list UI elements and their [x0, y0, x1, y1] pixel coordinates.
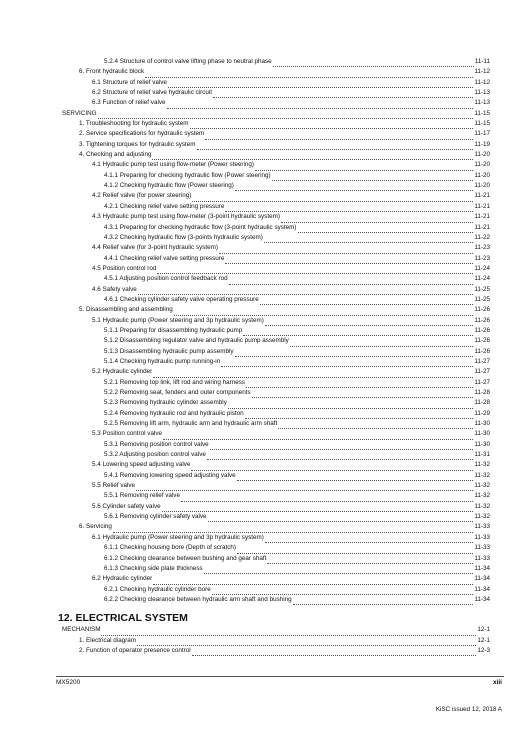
toc-leader-dots: [157, 266, 473, 275]
toc-entry-title: 5.6 Cylinder safety valve: [92, 502, 161, 510]
toc-entry: [62, 460, 490, 470]
toc-entry: [62, 512, 490, 522]
toc-entry-page: 11-20: [474, 161, 490, 169]
toc-entry-page: 11-30: [474, 430, 490, 438]
toc-entry-title: 6.2.2 Checking clearance between hydraulic arm shaft and bushing: [104, 595, 292, 603]
toc-entry-page: 11-34: [474, 585, 490, 593]
toc-entry: [62, 88, 490, 98]
toc-entry-page: 11-32: [474, 502, 490, 510]
toc-entry-title: 4.6 Safety valve: [92, 285, 137, 293]
toc-leader-dots: [243, 328, 473, 337]
toc-leader-dots: [255, 162, 473, 171]
toc-leader-dots: [136, 483, 473, 492]
toc-entry: [62, 212, 490, 222]
toc-entry-page: 11-15: [474, 109, 490, 117]
toc-entry: [62, 522, 490, 532]
toc-leader-dots: [281, 214, 473, 223]
toc-leader-dots: [237, 473, 474, 482]
toc-entry: [62, 574, 490, 584]
toc-entry-title: 4.1 Hydraulic pump test using flow-meter (Power steering): [92, 161, 255, 169]
toc-entry: [62, 636, 490, 646]
toc-entry-title: 1. Electrical diagram: [79, 636, 137, 644]
toc-leader-dots: [192, 193, 473, 202]
toc-entry-title: 2. Service specifications for hydraulic system: [79, 130, 205, 138]
toc-leader-dots: [98, 111, 474, 120]
toc-entry-page: 11-15: [474, 120, 490, 128]
toc-entry-page: 11-20: [474, 171, 490, 179]
toc-entry-title: 3. Tightening torques for hydraulic system: [79, 140, 196, 148]
toc-entry: [62, 171, 490, 181]
toc-entry: [62, 295, 490, 305]
toc-entry: [62, 585, 490, 595]
toc-entry-page: 11-28: [474, 389, 490, 396]
toc-entry: [62, 625, 490, 635]
toc-entry: [62, 491, 490, 501]
toc-leader-dots: [162, 504, 474, 513]
toc-entry-title: 5.2.1 Removing top link, lift rod and wiring harness: [104, 378, 246, 386]
toc-entry-page: 12-3: [477, 646, 490, 654]
toc-entry: [62, 450, 490, 460]
toc-entry-page: 11-34: [474, 575, 490, 583]
toc-entry-page: 11-23: [474, 254, 490, 262]
toc-leader-dots: [235, 348, 474, 357]
toc-leader-dots: [267, 555, 473, 564]
toc-entry-page: 11-12: [474, 68, 490, 76]
toc-entry-title: 5.6.1 Removing cylinder safety valve: [104, 513, 207, 521]
toc-leader-dots: [113, 524, 473, 533]
toc-entry-title: 4.3.2 Checking hydraulic flow (3-points hydraulic system): [104, 233, 263, 241]
toc-entry-page: 11-32: [474, 482, 490, 490]
toc-entry-title: 4.4 Relief valve (for 3-point hydraulic system): [92, 244, 218, 252]
toc-entry-page: 11-31: [474, 451, 490, 459]
toc-entry-page: 11-26: [474, 337, 490, 345]
toc-entry: [62, 150, 490, 160]
toc-entry: [62, 191, 490, 201]
toc-entry-page: 11-20: [474, 151, 490, 159]
toc-leader-dots: [152, 152, 473, 161]
toc-entry: [62, 223, 490, 233]
toc-entry-page: 11-24: [474, 275, 490, 283]
toc-entry-title: SERVICING: [62, 109, 97, 117]
toc-entry-title: 4.3.1 Preparing for checking hydraulic flow (3-point hydraulic system): [104, 223, 297, 231]
toc-entry-page: 11-27: [474, 357, 490, 365]
toc-leader-dots: [237, 545, 473, 554]
toc-entry-page: 11-33: [474, 544, 490, 552]
toc-entry-page: 11-19: [474, 140, 490, 148]
toc-entry-title: 5.2.4 Structure of control valve lifting phase to neutral phase: [104, 58, 272, 65]
toc-entry-page: 11-21: [474, 192, 490, 200]
toc-entry: [62, 264, 490, 274]
toc-entry-page: 11-26: [474, 347, 490, 355]
toc-entry: [62, 285, 490, 295]
toc-entry-title: 6.2.1 Checking hydraulic cylinder bore: [104, 585, 211, 593]
toc-entry-title: 5.2 Hydraulic cylinder: [92, 368, 153, 376]
toc-entry: [62, 471, 490, 481]
toc-leader-dots: [163, 431, 473, 440]
toc-leader-dots: [293, 597, 474, 606]
toc-entry: [62, 305, 490, 315]
toc-entry: [62, 316, 490, 326]
toc-entry-title: 5.2.3 Removing hydraulic cylinder assembly: [104, 399, 227, 407]
toc-entry-title: 6.3 Function of relief valve: [92, 99, 166, 107]
toc-entry-title: 6.1.1 Checking housing bore (Depth of scratch): [104, 544, 236, 552]
toc-entry: [62, 254, 490, 264]
toc-entry: [62, 646, 490, 656]
toc-entry: [62, 119, 490, 129]
toc-entry-page: 11-33: [474, 523, 490, 531]
toc-entry-title: 4.6.1 Checking cylinder safety valve operating pressure: [104, 295, 259, 303]
toc-entry: [62, 181, 490, 191]
table-of-contents: [58, 57, 490, 656]
toc-entry: [62, 78, 490, 88]
toc-entry-page: 11-33: [474, 554, 490, 562]
toc-leader-dots: [208, 514, 474, 523]
toc-leader-dots: [101, 627, 476, 636]
toc-entry-page: 11-21: [474, 202, 490, 210]
toc-entry-page: 11-25: [474, 295, 490, 303]
toc-entry-title: 5.4.1 Removing lowering speed adjusting valve: [104, 471, 236, 479]
toc-entry-page: 11-27: [474, 368, 490, 376]
toc-leader-dots: [252, 390, 474, 399]
toc-entry-title: 5.1.3 Disassembling hydraulic pump assembly: [104, 347, 234, 355]
toc-entry-page: 11-22: [474, 233, 490, 241]
footer-model: MX5200: [56, 679, 81, 686]
toc-entry: [62, 409, 490, 419]
toc-entry: [62, 388, 490, 398]
toc-leader-dots: [137, 637, 476, 646]
toc-leader-dots: [225, 204, 473, 213]
toc-entry: [62, 378, 490, 388]
toc-entry: [62, 109, 490, 119]
toc-entry: [62, 533, 490, 543]
toc-entry-page: 11-21: [474, 223, 490, 231]
toc-entry-page: 12-1: [477, 636, 490, 644]
toc-leader-dots: [273, 59, 474, 68]
toc-leader-dots: [290, 338, 474, 347]
toc-entry-title: 5.5.1 Removing relief valve: [104, 492, 180, 500]
footer-divider: [56, 676, 504, 677]
toc-leader-dots: [225, 255, 473, 264]
toc-entry: [62, 419, 490, 429]
footer-page-number: xiii: [492, 679, 502, 686]
toc-entry-title: 6.2 Hydraulic cylinder: [92, 575, 153, 583]
toc-entry-title: 5.2.4 Removing hydraulic rod and hydraulic piston: [104, 409, 244, 417]
toc-entry-page: 11-32: [474, 492, 490, 500]
toc-leader-dots: [221, 359, 473, 368]
toc-entry: [62, 98, 490, 108]
toc-entry-page: 11-25: [474, 285, 490, 293]
toc-leader-dots: [192, 648, 477, 657]
toc-entry-title: 4.2 Relief valve (for power steering): [92, 192, 192, 200]
toc-entry-page: 11-30: [474, 440, 490, 448]
toc-entry-title: 6.1 Hydraulic pump (Power steering and 3p hydraulic system): [92, 533, 264, 541]
toc-leader-dots: [265, 317, 474, 326]
toc-entry-title: 5.2.5 Removing lift arm, hydraulic arm and hydraulic arm shaft: [104, 420, 278, 428]
toc-entry: [62, 398, 490, 408]
toc-entry-title: 4.4.1 Checking relief valve setting pressure: [104, 254, 225, 262]
toc-leader-dots: [260, 297, 474, 306]
toc-entry: [62, 57, 490, 67]
toc-entry-title: 6.1.2 Checking clearance between bushing and gear shaft: [104, 554, 267, 562]
toc-entry: [62, 595, 490, 605]
toc-entry-title: 4.5.1 Adjusting position control feedback rod: [104, 275, 228, 283]
toc-list-chapter-11: [62, 57, 490, 605]
toc-entry-page: 11-21: [474, 213, 490, 221]
toc-leader-dots: [168, 80, 473, 89]
toc-entry: [62, 67, 490, 77]
toc-entry-page: 11-26: [474, 306, 490, 314]
chapter-heading: 12. ELECTRICAL SYSTEM: [58, 612, 188, 625]
toc-entry-title: 5.2.2 Removing seat, fenders and outer components: [104, 389, 251, 396]
toc-entry: [62, 326, 490, 336]
toc-entry: [62, 440, 490, 450]
toc-entry-title: 6. Servicing: [79, 523, 112, 531]
toc-entry: [62, 274, 490, 284]
toc-entry: [62, 554, 490, 564]
toc-entry-title: 5.1.1 Preparing for disassembling hydraulic pump: [104, 326, 243, 334]
toc-entry-title: 4.1.2 Checking hydraulic flow (Power steering): [104, 182, 234, 190]
toc-leader-dots: [191, 462, 473, 471]
toc-entry: [62, 357, 490, 367]
toc-entry-title: 5.5 Relief valve: [92, 482, 136, 490]
toc-entry: [62, 140, 490, 150]
toc-entry: [62, 160, 490, 170]
toc-list-chapter-12: [62, 625, 490, 656]
toc-entry-page: 11-11: [474, 58, 490, 65]
toc-leader-dots: [181, 493, 473, 502]
toc-entry-page: 11-34: [474, 564, 490, 572]
toc-leader-dots: [153, 576, 473, 585]
toc-entry-page: 11-32: [474, 471, 490, 479]
toc-leader-dots: [264, 235, 473, 244]
toc-entry-page: 11-24: [474, 264, 490, 272]
toc-entry-page: 11-12: [474, 78, 490, 86]
toc-leader-dots: [228, 400, 474, 409]
toc-entry: [62, 202, 490, 212]
toc-entry-page: 11-33: [474, 533, 490, 541]
toc-entry-title: 4.1.1 Preparing for checking hydraulic flow (Power steering): [104, 171, 271, 179]
toc-entry: [62, 543, 490, 553]
toc-entry: [62, 564, 490, 574]
toc-entry-title: 5.4 Lowering speed adjusting valve: [92, 461, 191, 469]
toc-leader-dots: [204, 566, 474, 575]
toc-leader-dots: [246, 380, 473, 389]
toc-entry: [62, 233, 490, 243]
issued-note: KiSC issued 12, 2018 A: [435, 706, 502, 713]
toc-entry: [62, 347, 490, 357]
toc-entry-title: 4.2.1 Checking relief valve setting pressure: [104, 202, 225, 210]
toc-leader-dots: [138, 286, 474, 295]
toc-leader-dots: [213, 90, 473, 99]
toc-entry-page: 11-28: [474, 399, 490, 407]
toc-entry-page: 11-26: [474, 316, 490, 324]
toc-entry-title: 5.3 Position control valve: [92, 430, 163, 438]
toc-entry-title: 4. Checking and adjusting: [79, 151, 152, 159]
toc-entry-title: 5.1.2 Disassembling regulator valve and hydraulic pump assembly: [104, 337, 289, 345]
toc-leader-dots: [190, 121, 474, 130]
toc-entry: [62, 336, 490, 346]
toc-entry-page: 11-27: [474, 378, 490, 386]
toc-leader-dots: [298, 224, 474, 233]
toc-entry-page: 11-13: [474, 89, 490, 97]
toc-entry-title: 6.1.3 Checking side plate thickness: [104, 564, 203, 572]
toc-leader-dots: [153, 369, 473, 378]
toc-entry: [62, 481, 490, 491]
toc-entry-page: 11-26: [474, 326, 490, 334]
toc-entry-title: 2. Function of operator presence control: [79, 646, 191, 654]
toc-leader-dots: [205, 131, 473, 140]
toc-entry-page: 11-32: [474, 461, 490, 469]
toc-leader-dots: [207, 452, 473, 461]
toc-leader-dots: [174, 307, 474, 316]
toc-entry-title: MECHANISM: [62, 626, 101, 634]
toc-entry-page: 11-32: [474, 513, 490, 521]
toc-entry-page: 11-17: [474, 130, 490, 138]
toc-entry-title: 4.5 Position control rod: [92, 264, 157, 272]
toc-entry-title: 5.1.4 Checking hydraulic pump running-in: [104, 357, 221, 365]
toc-entry: [62, 502, 490, 512]
toc-entry-page: 11-30: [474, 420, 490, 428]
toc-entry-page: 11-13: [474, 99, 490, 107]
toc-entry-title: 6. Front hydraulic block: [79, 68, 145, 76]
toc-entry-title: 5. Disassembling and assembling: [79, 306, 173, 314]
toc-entry-title: 4.3 Hydraulic pump test using flow-meter (3-point hydraulic system): [92, 213, 280, 221]
toc-entry-title: 6.2 Structure of relief valve hydraulic circuit: [92, 89, 213, 97]
toc-entry-page: 11-34: [474, 595, 490, 603]
toc-entry: [62, 429, 490, 439]
toc-leader-dots: [229, 276, 474, 285]
toc-entry-page: 11-20: [474, 182, 490, 190]
toc-leader-dots: [219, 245, 473, 254]
toc-leader-dots: [265, 535, 474, 544]
toc-entry-title: 6.1 Structure of relief valve: [92, 78, 167, 86]
toc-entry-title: 5.3.1 Removing position control valve: [104, 440, 209, 448]
toc-entry-page: 11-23: [474, 244, 490, 252]
toc-entry: [62, 243, 490, 253]
toc-leader-dots: [272, 173, 474, 182]
toc-entry: [62, 129, 490, 139]
toc-leader-dots: [210, 442, 474, 451]
toc-entry-title: 1. Troubleshooting for hydraulic system: [79, 120, 189, 128]
toc-leader-dots: [145, 69, 473, 78]
toc-entry-title: 5.1 Hydraulic pump (Power steering and 3p hydraulic system): [92, 316, 264, 324]
toc-leader-dots: [235, 183, 474, 192]
toc-entry-page: 11-29: [474, 409, 490, 417]
toc-leader-dots: [212, 586, 474, 595]
toc-entry-page: 12-1: [477, 626, 490, 634]
toc-entry: [62, 367, 490, 377]
toc-leader-dots: [245, 411, 474, 420]
toc-leader-dots: [167, 100, 474, 109]
toc-leader-dots: [197, 142, 474, 151]
toc-leader-dots: [278, 421, 473, 430]
toc-entry-title: 5.3.2 Adjusting position control valve: [104, 451, 206, 459]
